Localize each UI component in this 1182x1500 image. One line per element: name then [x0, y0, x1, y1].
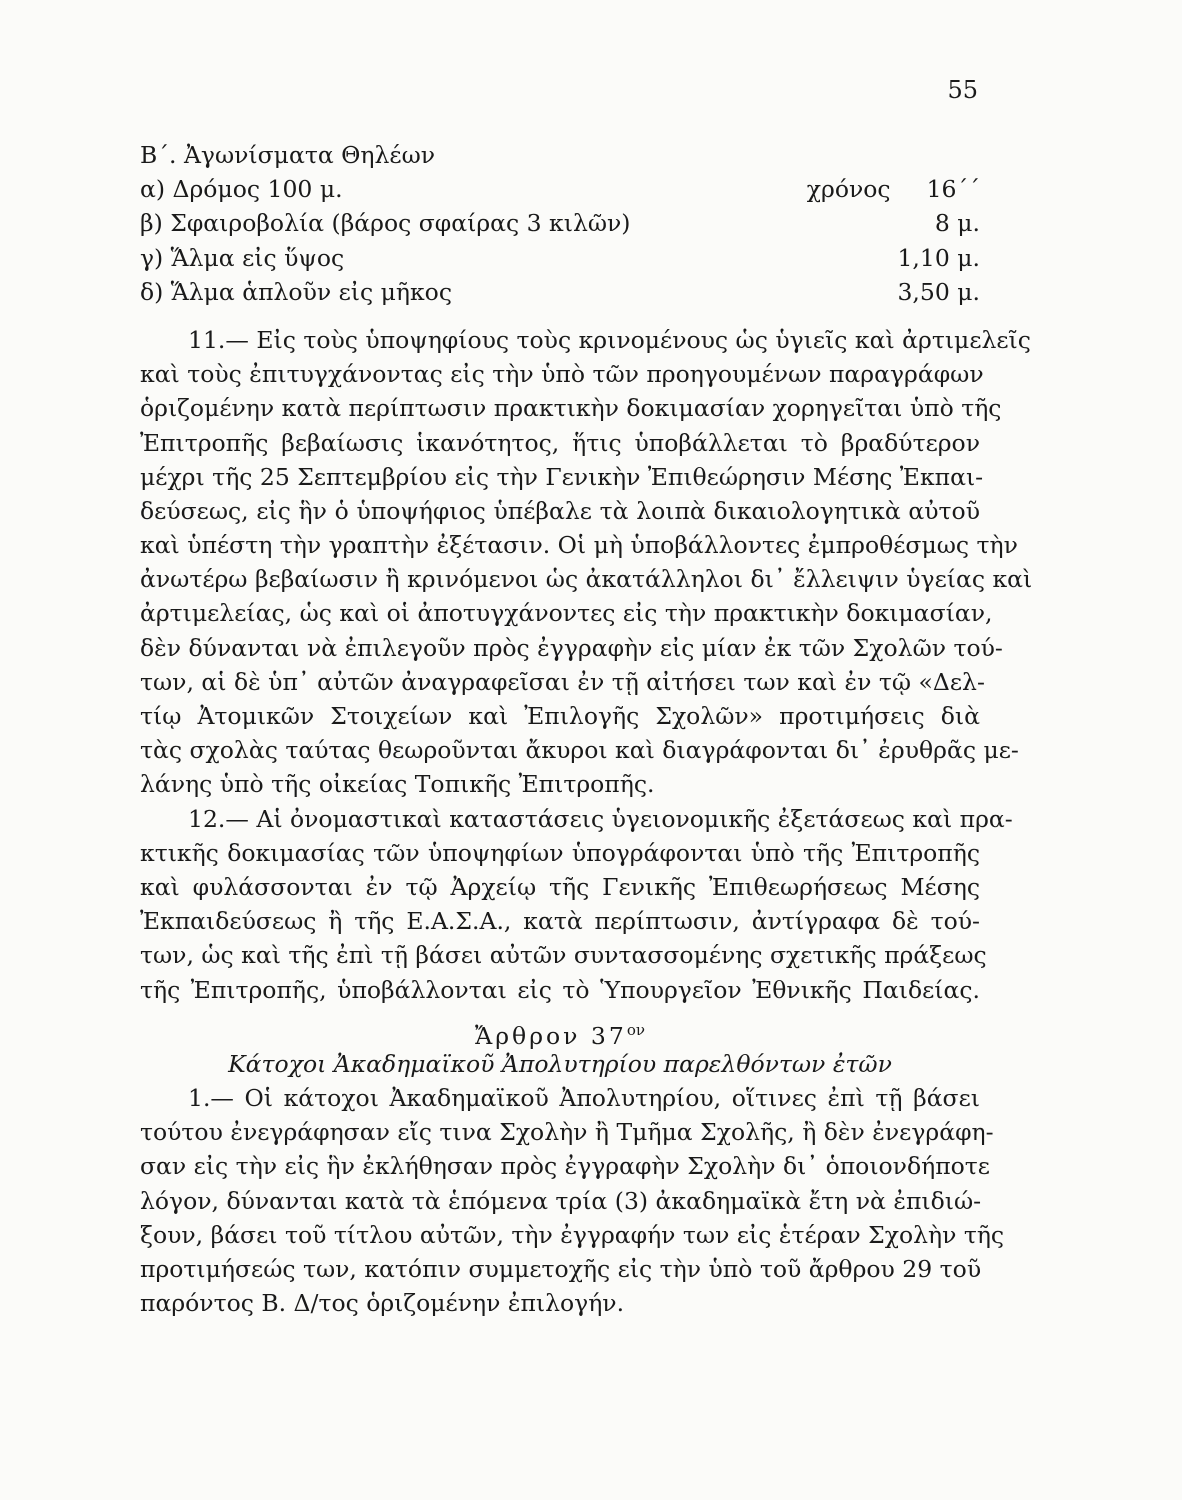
text-line: τῆς Ἐπιτροπῆς, ὑποβάλλονται εἰς τὸ Ὑπουργεῖον Ἐθνικῆς Παιδείας. — [140, 975, 980, 1004]
item-value: 8 μ. — [934, 209, 980, 238]
article-title-text: Ἄρθρον 37 — [475, 1021, 627, 1050]
text-line: λάνης ὑπὸ τῆς οἰκείας Τοπικῆς Ἐπιτροπῆς. — [140, 770, 655, 799]
article-subtitle: Κάτοχοι Ἀκαδημαϊκοῦ Ἀπολυτηρίου παρελθόντων ἐτῶν — [228, 1049, 892, 1078]
list-item — [140, 206, 980, 240]
text-line: προτιμήσεώς των, κατόπιν συμμετοχῆς εἰς τὴν ὑπὸ τοῦ ἄρθρου 29 τοῦ — [140, 1255, 982, 1283]
text-line: καὶ φυλάσσονται ἐν τῷ Ἀρχείῳ τῆς Γενικῆς Ἐπιθεωρήσεως Μέσης — [140, 872, 980, 901]
text-line: ἀνωτέρω βεβαίωσιν ἢ κρινόμενοι ὡς ἀκατάλληλοι δι᾽ ἔλλειψιν ὑγείας καὶ — [140, 565, 1033, 594]
text-line: λόγον, δύνανται κατὰ τὰ ἑπόμενα τρία (3) ἀκαδημαϊκὰ ἔτη νὰ ἐπιδιώ- — [140, 1186, 982, 1215]
paragraph-11 — [140, 323, 1033, 802]
page-number: 55 — [947, 76, 978, 104]
text-line: δεύσεως, εἰς ἣν ὁ ὑποψήφιος ὑπέβαλε τὰ λοιπὰ δικαιολογητικὰ αὐτοῦ — [140, 496, 980, 525]
item-label: γ) Ἅλμα εἰς ὕψος — [140, 243, 345, 272]
article-title — [140, 1013, 980, 1050]
list-item — [140, 275, 980, 309]
text-line: Ἐπιτροπῆς βεβαίωσις ἱκανότητος, ἥτις ὑποβάλλεται τὸ βραδύτερον — [140, 428, 980, 457]
item-extra: χρόνος — [806, 175, 891, 204]
text-line: ἀρτιμελείας, ὡς καὶ οἱ ἀποτυγχάνοντες εἰς τὴν πρακτικὴν δοκιμασίαν, — [140, 599, 993, 628]
list-item — [140, 241, 980, 275]
item-value: 3,50 μ. — [897, 277, 980, 306]
list-item — [140, 172, 980, 206]
athletics-list — [140, 172, 980, 309]
text-line: 11.— Εἰς τοὺς ὑποψηφίους τοὺς κρινομένους ὡς ὑγιεῖς καὶ ἀρτιμελεῖς — [188, 325, 1031, 354]
item-value: 16΄΄ — [926, 175, 980, 204]
text-line: μέχρι τῆς 25 Σεπτεμβρίου εἰς τὴν Γενικὴν Ἐπιθεώρησιν Μέσης Ἐκπαι- — [140, 462, 984, 491]
text-line: δὲν δύνανται νὰ ἐπιλεγοῦν πρὸς ἐγγραφὴν εἰς μίαν ἐκ τῶν Σχολῶν τού- — [140, 633, 1003, 662]
item-label: α) Δρόμος 100 μ. — [140, 175, 343, 204]
text-line: κτικῆς δοκιμασίας τῶν ὑποψηφίων ὑπογράφονται ὑπὸ τῆς Ἐπιτροπῆς — [140, 838, 980, 867]
text-line: 12.— Αἱ ὀνομαστικαὶ καταστάσεις ὑγειονομικῆς ἐξετάσεως καὶ πρα- — [188, 804, 1013, 833]
text-line: τίῳ Ἀτομικῶν Στοιχείων καὶ Ἐπιλογῆς Σχολῶν» προτιμήσεις διὰ — [140, 702, 980, 730]
section-b-heading: Β΄. Ἀγωνίσματα Θηλέων — [140, 141, 436, 169]
text-line: καὶ τοὺς ἐπιτυγχάνοντας εἰς τὴν ὑπὸ τῶν προηγουμένων παραγράφων — [140, 360, 984, 389]
article-title-suffix: ον — [626, 1020, 645, 1039]
text-line: σαν εἰς τὴν εἰς ἣν ἐκλήθησαν πρὸς ἐγγραφὴν Σχολὴν δι᾽ ὁποιονδήποτε — [140, 1152, 990, 1181]
item-value: 1,10 μ. — [897, 243, 980, 272]
item-label: δ) Ἅλμα ἁπλοῦν εἰς μῆκος — [140, 277, 452, 306]
text-line: Ἐκπαιδεύσεως ἢ τῆς Ε.Α.Σ.Α., κατὰ περίπτωσιν, ἀντίγραφα δὲ τού- — [140, 907, 980, 936]
text-line: καὶ ὑπέστη τὴν γραπτὴν ἐξέτασιν. Οἱ μὴ ὑποβάλλοντες ἐμπροθέσμως τὴν — [140, 531, 1018, 560]
text-line: των, ὡς καὶ τῆς ἐπὶ τῇ βάσει αὐτῶν συντασσομένης σχετικῆς πράξεως — [140, 941, 987, 970]
text-line: ξουν, βάσει τοῦ τίτλου αὐτῶν, τὴν ἐγγραφήν των εἰς ἑτέραν Σχολὴν τῆς — [140, 1220, 1005, 1249]
text-line: 1.— Οἱ κάτοχοι Ἀκαδημαϊκοῦ Ἀπολυτηρίου, οἵτινες ἐπὶ τῇ βάσει — [188, 1084, 980, 1113]
text-line: τούτου ἐνεγράφησαν εἴς τινα Σχολὴν ἢ Τμῆμα Σχολῆς, ἢ δὲν ἐνεγράφη- — [140, 1118, 994, 1147]
text-line: παρόντος Β. Δ/τος ὁριζομένην ἐπιλογήν. — [140, 1289, 625, 1318]
item-label: β) Σφαιροβολία (βάρος σφαίρας 3 κιλῶν) — [140, 209, 631, 238]
text-line: των, αἱ δὲ ὑπ᾽ αὐτῶν ἀναγραφεῖσαι ἐν τῇ αἰτήσει των καὶ ἐν τῷ «Δελ- — [140, 667, 985, 696]
paragraph-12 — [140, 802, 1013, 1007]
text-line: ὁριζομένην κατὰ περίπτωσιν πρακτικὴν δοκιμασίαν χορηγεῖται ὑπὸ τῆς — [140, 394, 1002, 423]
page-content — [140, 138, 1033, 1320]
paragraph-1 — [140, 1081, 1005, 1320]
text-line: τὰς σχολὰς ταύτας θεωροῦνται ἄκυροι καὶ διαγράφονται δι᾽ ἐρυθρᾶς με- — [140, 736, 1019, 765]
